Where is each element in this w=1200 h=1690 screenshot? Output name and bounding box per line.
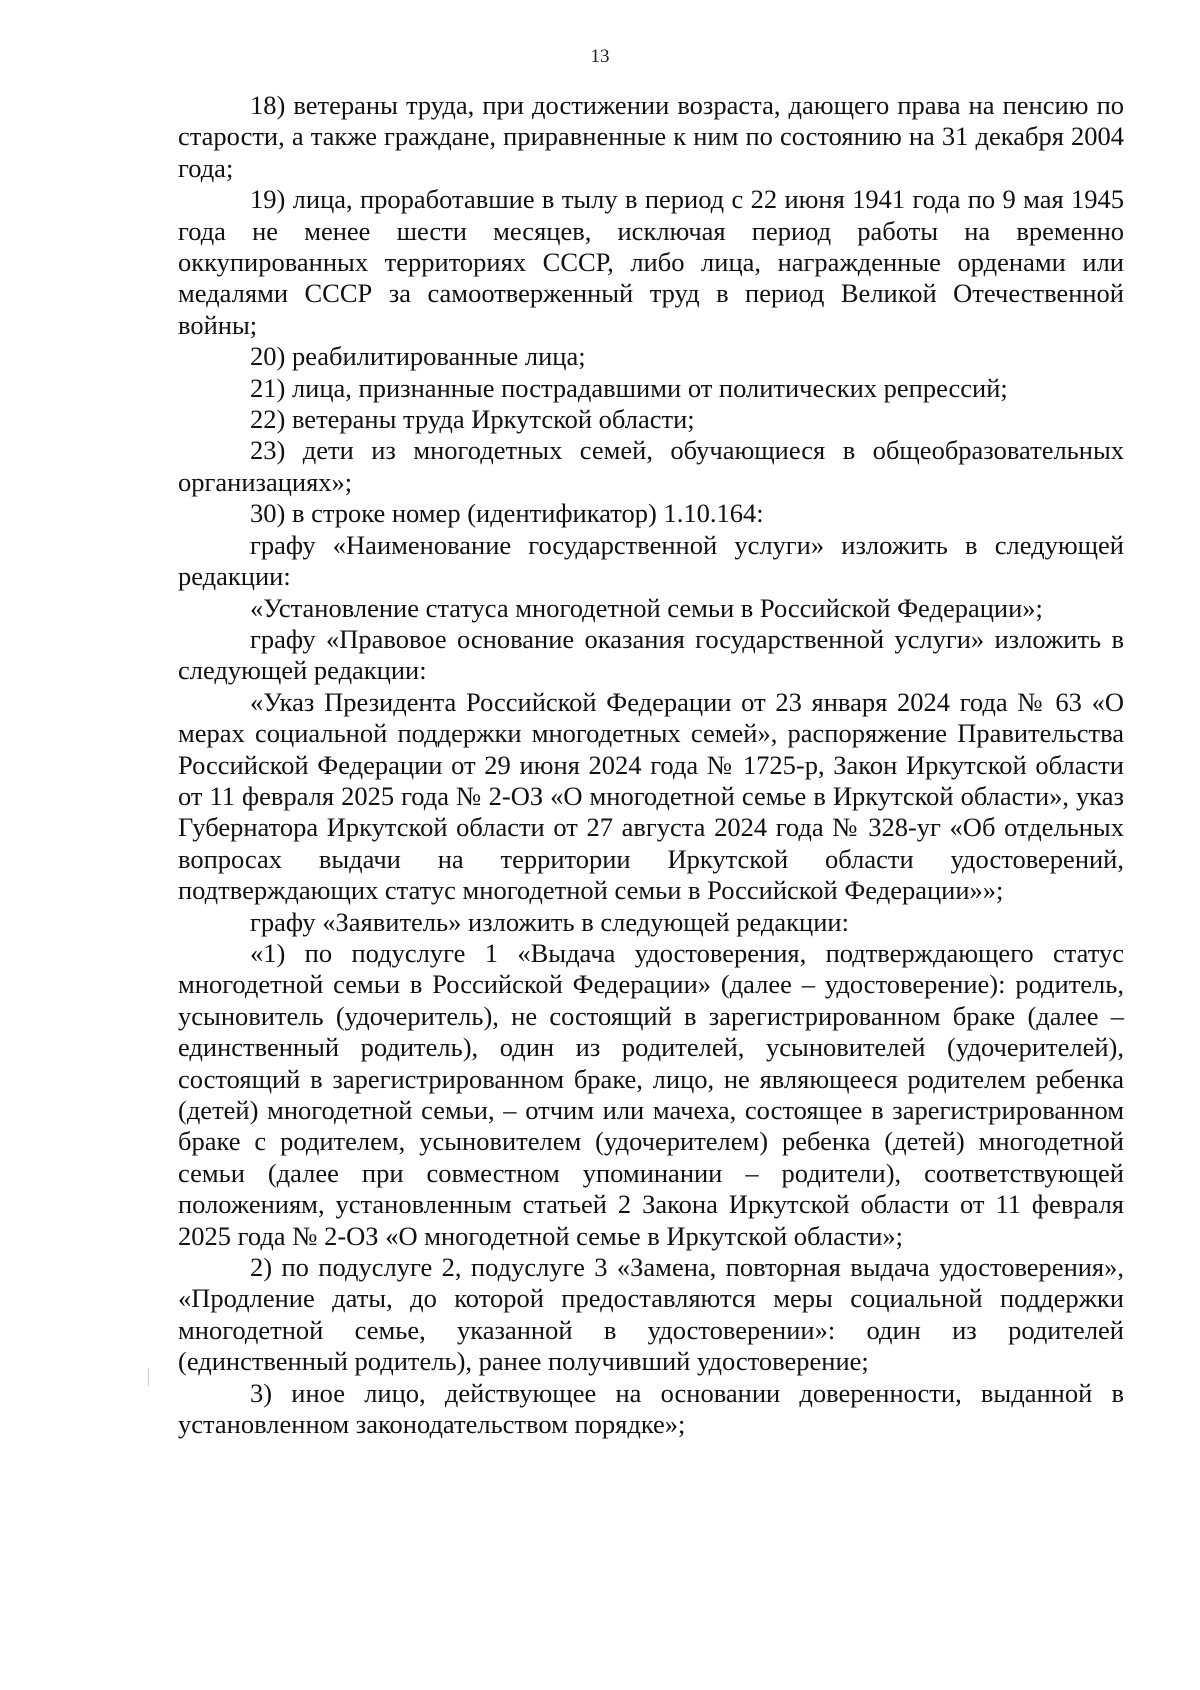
document-body bbox=[178, 90, 1124, 1440]
paragraph-item-22: 22) ветераны труда Иркутской области; bbox=[250, 404, 695, 435]
paragraph-applicant-instruction: графу «Заявитель» изложить в следующей редакции: bbox=[250, 906, 849, 937]
paragraph-item-18: 18) ветераны труда, при достижении возраста, дающего права на пенсию по старости, а также граждане, приравненные к ним по состоянию на 31 декабря 2004 года; bbox=[178, 90, 1124, 183]
paragraph-applicant-2: 2) по подуслуге 2, подуслуге 3 «Замена, повторная выдача удостоверения», «Продление даты, до которой предоставляются меры социальной поддержки многодетной семье, указанной в удостоверении»: один из родителей (единственный родитель), ранее получивший удостоверение; bbox=[178, 1252, 1124, 1377]
scan-margin-mark bbox=[148, 1368, 149, 1386]
paragraph-legal-basis-instruction: графу «Правовое основание оказания государственной услуги» изложить в следующей редакции: bbox=[178, 623, 1124, 686]
paragraph-service-name-text: «Установление статуса многодетной семьи в Российской Федерации»; bbox=[250, 592, 1043, 623]
page-number: 13 bbox=[590, 46, 610, 67]
paragraph-service-name-instruction: графу «Наименование государственной услуги» изложить в следующей редакции: bbox=[178, 529, 1124, 592]
paragraph-legal-basis-text: «Указ Президента Российской Федерации от 23 января 2024 года № 63 «О мерах социальной поддержки многодетных семей», распоряжение Правительства Российской Федерации от 29 июня 2024 года № 1725-р, Закон Иркутской области от 11 февраля 2025 года № 2-ОЗ «О многодетной семье в Иркутской области», указ Губернатора Иркутской области от 27 августа 2024 года № 328-уг «Об отдельных вопросах выдачи на территории Иркутской области удостоверений, подтверждающих статус многодетной семьи в Российской Федерации»»; bbox=[178, 686, 1124, 906]
paragraph-row-30: 30) в строке номер (идентификатор) 1.10.164: bbox=[250, 498, 764, 529]
paragraph-item-20: 20) реабилитированные лица; bbox=[250, 341, 586, 372]
paragraph-item-23: 23) дети из многодетных семей, обучающиеся в общеобразовательных организациях»; bbox=[178, 435, 1124, 497]
paragraph-applicant-3: 3) иное лицо, действующее на основании доверенности, выданной в установленном законодательством порядке»; bbox=[178, 1377, 1124, 1440]
paragraph-applicant-1: «1) по подуслуге 1 «Выдача удостоверения, подтверждающего статус многодетной семьи в Российской Федерации» (далее – удостоверение): родитель, усыновитель (удочеритель), не состоящий в зарегистрированном браке (далее – единственный родитель), один из родителей, усыновителей (удочерителей), состоящий в зарегистрированном браке, лицо, не являющееся родителем ребенка (детей) многодетной семьи, – отчим или мачеха, состоящее в зарегистрированном браке с родителем, усыновителем (удочерителем) ребенка (детей) многодетной семьи (далее при совместном упоминании – родители), соответствующей положениям, установленным статьей 2 Закона Иркутской области от 11 февраля 2025 года № 2-ОЗ «О многодетной семье в Иркутской области»; bbox=[178, 937, 1124, 1251]
paragraph-item-21: 21) лица, признанные пострадавшими от политических репрессий; bbox=[250, 372, 1008, 403]
paragraph-item-19: 19) лица, проработавшие в тылу в период с 22 июня 1941 года по 9 мая 1945 года не менее шести месяцев, исключая период работы на временно оккупированных территориях СССР, либо лица, награжденные орденами или медалями СССР за самоотверженный труд в период Великой Отечественной войны; bbox=[178, 184, 1124, 340]
